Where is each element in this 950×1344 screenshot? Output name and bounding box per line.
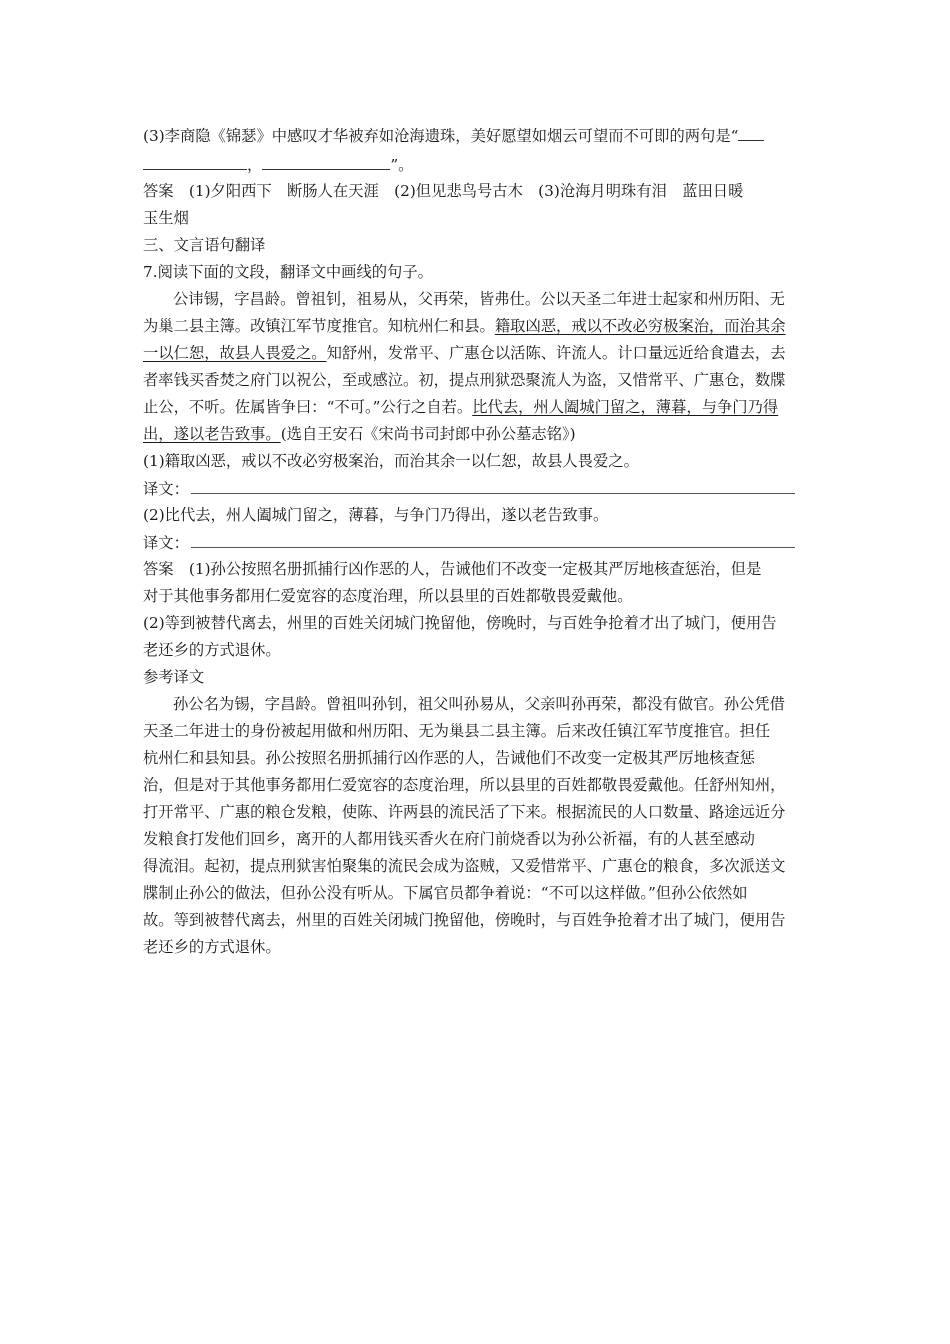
question-3-line xyxy=(143,125,764,145)
reference-title: 参考译文 xyxy=(143,668,205,686)
passage-text: 止公，不听。佐属皆争曰：“不可。”公行之自若。 xyxy=(143,398,473,416)
item-1: (1)籍取凶恶，戒以不改必穷极案治，而治其余一以仁恕，故县人畏爱之。 xyxy=(143,452,639,470)
poem-answer-line-2: 玉生烟 xyxy=(143,209,189,227)
reference-line-3: 杭州仁和县知县。孙公按照名册抓捕行凶作恶的人，告诫他们不改变一定极其严厉地核查惩 xyxy=(143,749,755,767)
reference-line-10: 老还乡的方式退休。 xyxy=(143,938,281,956)
question-3-blanks xyxy=(143,154,413,174)
question-3-text: (3)李商隐《锦瑟》中感叹才华被弃如沧海遗珠，美好愿望如烟云可望而不可即的两句是“ xyxy=(143,127,739,145)
translation-line-2 xyxy=(143,532,795,552)
blank-separator: ， xyxy=(247,156,263,174)
question-7: 7.阅读下面的文段，翻译文中画线的句子。 xyxy=(143,263,433,281)
translation-answer-line-3: (2)等到被替代离去，州里的百姓关闭城门挽留他，傍晚时，与百姓争抢着才出了城门，便用告 xyxy=(143,614,777,632)
translation-label: 译文： xyxy=(143,480,189,498)
translation-answer-line-2: 对于其他事务都用仁爱宽容的态度治理，所以县里的百姓都敬畏爱戴他。 xyxy=(143,587,633,605)
reference-line-8: 牒制止孙公的做法，但孙公没有听从。下属官员都争着说：“不可以这样做。”但孙公依然如 xyxy=(143,884,748,902)
passage-line-5 xyxy=(143,397,778,417)
reference-line-6: 发粮食打发他们回乡，离开的人都用钱买香火在府门前烧香以为孙公祈福，有的人甚至感动 xyxy=(143,830,755,848)
poem-answer-line-1: 答案 (1)夕阳西下 断肠人在天涯 (2)但见悲鸟号古木 (3)沧海月明珠有泪 蓝田日暖 xyxy=(143,182,744,200)
reference-line-7: 得流泪。起初，提点刑狱害怕聚集的流民会成为盗贼，又爱惜常平、广惠仓的粮食，多次派送文 xyxy=(143,857,786,875)
passage-text: 为巢二县主簿。改镇江军节度推官。知杭州仁和县。 xyxy=(143,317,495,335)
translation-answer-line-4: 老还乡的方式退休。 xyxy=(143,641,281,659)
section-heading: 三、文言语句翻译 xyxy=(143,236,266,254)
translation-blank-2 xyxy=(191,532,795,548)
underlined-sentence-1: 籍取凶恶，戒以不改必穷极案治，而治其余 xyxy=(494,317,786,335)
translation-label: 译文： xyxy=(143,534,189,552)
reference-line-4: 治，但是对于其他事务都用仁爱宽容的态度治理，所以县里的百姓都敬畏爱戴他。任舒州知州， xyxy=(143,776,786,794)
underlined-sentence-1-end: 一以仁恕，故县人畏爱之。 xyxy=(143,344,327,362)
underlined-sentence-2: 比代去，州人阖城门留之，薄暮，与争门乃得 xyxy=(472,398,779,416)
passage-line-3 xyxy=(143,343,786,363)
reference-line-1: 孙公名为锡，字昌龄。曾祖叫孙钊，祖父叫孙易从，父亲叫孙再荣，都没有做官。孙公凭借 xyxy=(173,695,785,713)
passage-line-2 xyxy=(143,316,786,336)
reference-line-9: 故。等到被替代离去，州里的百姓关闭城门挽留他，傍晚时，与百姓争抢着才出了城门，便用告 xyxy=(143,911,786,929)
translation-blank-1 xyxy=(191,478,795,494)
translation-line-1 xyxy=(143,478,795,498)
passage-text: 知舒州，发常平、广惠仓以活陈、许流人。计口量远近给食遣去，去 xyxy=(326,344,786,362)
question-3-close: ”。 xyxy=(390,156,414,174)
passage-line-4: 者率钱买香焚之府门以祝公，至或感泣。初，提点刑狱恐聚流人为盗，又惜常平、广惠仓，数牒 xyxy=(143,371,786,389)
answer-blank-2 xyxy=(262,154,390,170)
underlined-sentence-2-end: 出，遂以老告致事。 xyxy=(143,425,281,443)
reference-line-2: 天圣二年进士的身份被起用做和州历阳、无为巢县二县主簿。后来改任镇江军节度推官。担任 xyxy=(143,722,771,740)
passage-line-6 xyxy=(143,424,576,444)
answer-blank-1 xyxy=(143,154,247,170)
answer-blank-1-start xyxy=(738,125,764,141)
reference-line-5: 打开常平、广惠的粮仓发粮，使陈、许两县的流民活了下来。根据流民的人口数量、路途远近分 xyxy=(143,803,786,821)
passage-line-1: 公讳锡，字昌龄。曾祖钊，祖易从，父再荣，皆弗仕。公以天圣二年进士起家和州历阳、无 xyxy=(173,290,785,308)
passage-source: (选自王安石《宋尚书司封郎中孙公墓志铭》) xyxy=(280,425,576,443)
item-2: (2)比代去，州人阖城门留之，薄暮，与争门乃得出，遂以老告致事。 xyxy=(143,506,609,524)
translation-answer-line-1: 答案 (1)孙公按照名册抓捕行凶作恶的人，告诫他们不改变一定极其严厉地核查惩治，但是 xyxy=(143,560,762,578)
